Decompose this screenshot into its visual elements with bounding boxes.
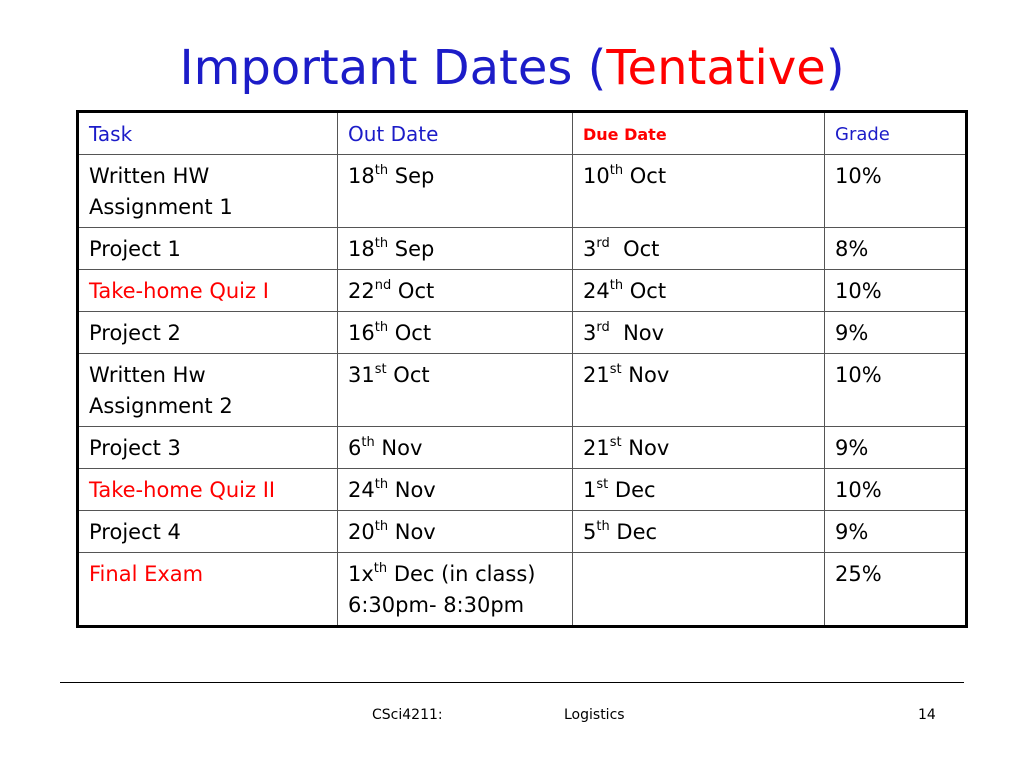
grade-cell: 9%	[825, 511, 967, 553]
due-date-cell: 1st Dec	[573, 469, 825, 511]
title-main: Important Dates (	[179, 40, 607, 96]
due-date-cell: 3rd Nov	[573, 312, 825, 354]
due-date-cell: 10th Oct	[573, 155, 825, 228]
task-cell: Take-home Quiz I	[78, 270, 338, 312]
grade-cell: 9%	[825, 312, 967, 354]
table-row	[78, 427, 967, 469]
task-cell: Project 3	[78, 427, 338, 469]
out-date-cell: 20th Nov	[338, 511, 573, 553]
header-grade: Grade	[825, 112, 967, 155]
out-date-cell: $1x^{th}$ Dec (in class) 6:30pm- 8:30pm	[338, 553, 573, 627]
table-row	[78, 553, 967, 627]
footer-course: CSci4211:	[372, 707, 443, 723]
table-row	[78, 155, 967, 228]
due-date-cell: 24th Oct	[573, 270, 825, 312]
table-row	[78, 354, 967, 427]
out-date-cell: 16th Oct	[338, 312, 573, 354]
title-accent: Tentative	[606, 40, 826, 96]
table-row	[78, 270, 967, 312]
due-date-cell: 3rd Oct	[573, 228, 825, 270]
header-task: Task	[78, 112, 338, 155]
header-due-date: Due Date	[573, 112, 825, 155]
table-row	[78, 312, 967, 354]
grade-cell: 10%	[825, 469, 967, 511]
title-close: )	[825, 40, 845, 96]
grade-cell: 10%	[825, 155, 967, 228]
footer-page-number: 14	[918, 707, 936, 723]
out-date-cell: 18th Sep	[338, 155, 573, 228]
table-row	[78, 511, 967, 553]
footer-topic: Logistics	[564, 707, 625, 723]
out-date-cell: 18th Sep	[338, 228, 573, 270]
due-date-cell	[573, 553, 825, 627]
table-row	[78, 228, 967, 270]
task-cell: Take-home Quiz II	[78, 469, 338, 511]
footer-divider	[60, 682, 964, 683]
task-cell: Project 1	[78, 228, 338, 270]
slide-title	[0, 38, 1024, 98]
grade-cell: 9%	[825, 427, 967, 469]
due-date-cell: 21st Nov	[573, 354, 825, 427]
out-date-cell: 24th Nov	[338, 469, 573, 511]
task-cell: Final Exam	[78, 553, 338, 627]
table-header-row	[78, 112, 967, 155]
due-date-cell: 5th Dec	[573, 511, 825, 553]
task-cell: Written Hw Assignment 2	[78, 354, 338, 427]
out-date-cell: 22nd Oct	[338, 270, 573, 312]
grade-cell: 25%	[825, 553, 967, 627]
task-cell: Project 2	[78, 312, 338, 354]
table-row	[78, 469, 967, 511]
grade-cell: 10%	[825, 354, 967, 427]
out-date-cell: 6th Nov	[338, 427, 573, 469]
task-cell: Written HW Assignment 1	[78, 155, 338, 228]
grade-cell: 8%	[825, 228, 967, 270]
grade-cell: 10%	[825, 270, 967, 312]
out-date-cell: 31st Oct	[338, 354, 573, 427]
dates-table	[76, 110, 968, 628]
task-cell: Project 4	[78, 511, 338, 553]
header-out-date: Out Date	[338, 112, 573, 155]
due-date-cell: 21st Nov	[573, 427, 825, 469]
